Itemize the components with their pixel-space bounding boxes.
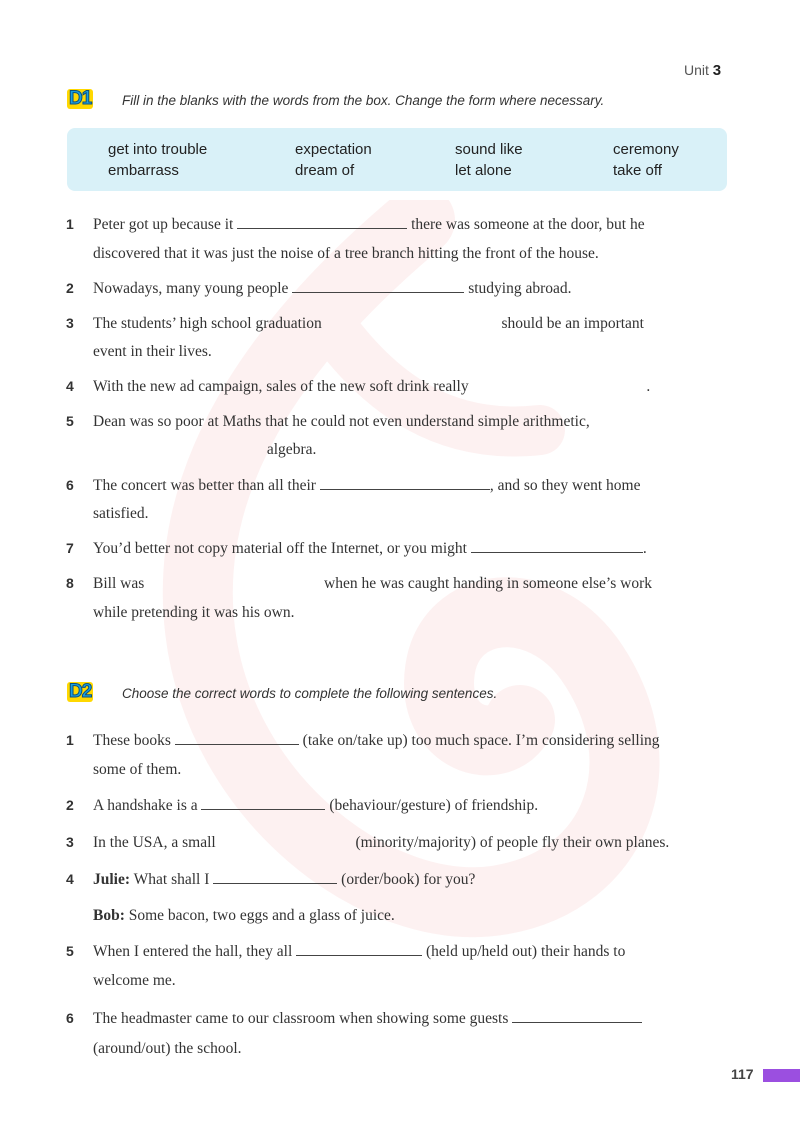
question-line: [93, 834, 669, 852]
question-number: 3: [66, 315, 74, 331]
question-number: 3: [66, 834, 74, 850]
question-text: The headmaster came to our classroom when showing some guests: [93, 1010, 509, 1027]
d2-badge: D2: [69, 681, 92, 702]
question-number: 4: [66, 378, 74, 394]
question-text: (order/book) for you?: [341, 871, 476, 888]
question-text: should be an important: [501, 315, 644, 332]
question-number: 2: [66, 797, 74, 813]
question-number: 8: [66, 575, 74, 591]
answer-blank[interactable]: [292, 291, 464, 293]
answer-blank[interactable]: [201, 808, 325, 810]
question-text: , and so they went home: [489, 477, 641, 494]
section-d2-header: [67, 682, 93, 702]
question-number: 7: [66, 540, 74, 556]
word-box-item: take off: [613, 162, 662, 179]
question-line: [93, 315, 644, 333]
question-line: [93, 575, 652, 593]
question-line-cont: welcome me.: [93, 972, 176, 989]
d1-badge: D1: [69, 88, 92, 109]
word-box-item: get into trouble: [108, 141, 208, 158]
question-line: [93, 871, 475, 889]
question-text: These books: [93, 732, 171, 749]
question-line: [93, 280, 572, 298]
question-text: (behaviour/gesture) of friendship.: [329, 797, 539, 814]
question-text: With the new ad campaign, sales of the new soft drink really: [93, 378, 469, 395]
question-line: [93, 477, 640, 495]
question-line-cont: while pretending it was his own.: [93, 604, 295, 621]
word-box-item: let alone: [455, 162, 512, 179]
question-line-cont: [93, 441, 316, 459]
answer-blank[interactable]: [237, 227, 407, 229]
question-text: In the USA, a small: [93, 834, 216, 851]
question-text: (take on/take up) too much space. I’m considering selling: [302, 732, 660, 749]
question-text: .: [642, 540, 647, 557]
question-text: (held up/held out) their hands to: [426, 943, 626, 960]
question-text: A handshake is a: [93, 797, 198, 814]
d2-instruction: Choose the correct words to complete the following sentences.: [122, 686, 498, 701]
question-number: 4: [66, 871, 74, 887]
question-number: 1: [66, 732, 74, 748]
question-text: When I entered the hall, they all: [93, 943, 293, 960]
question-text: Dean was so poor at Maths that he could not even understand simple arithmetic,: [93, 413, 590, 430]
speaker-name: Bob:: [93, 907, 125, 924]
question-text: The students’ high school graduation: [93, 315, 322, 332]
answer-blank[interactable]: [320, 488, 490, 490]
question-text: What shall I: [133, 871, 210, 888]
word-box-item: sound like: [455, 141, 523, 158]
word-box: [67, 128, 727, 191]
question-line: [93, 413, 590, 431]
question-line: [93, 943, 625, 961]
question-number: 5: [66, 413, 74, 429]
word-box-item: ceremony: [613, 141, 679, 158]
question-number: 6: [66, 1010, 74, 1026]
answer-blank[interactable]: [213, 882, 337, 884]
answer-blank[interactable]: [471, 551, 643, 553]
question-line-cont: some of them.: [93, 761, 182, 778]
question-text: (minority/majority) of people fly their own planes.: [355, 834, 670, 851]
question-line: [93, 378, 650, 396]
word-box-item: embarrass: [108, 162, 179, 179]
question-number: 1: [66, 216, 74, 232]
answer-blank[interactable]: [512, 1021, 642, 1023]
question-text: there was someone at the door, but he: [411, 216, 645, 233]
page-number: 117: [731, 1066, 754, 1082]
unit-label: Unit 3: [684, 62, 722, 79]
speaker-name: Julie:: [93, 871, 131, 888]
question-number: 5: [66, 943, 74, 959]
question-text: algebra.: [266, 441, 317, 458]
question-number: 6: [66, 477, 74, 493]
question-text: The concert was better than all their: [93, 477, 316, 494]
page-accent-bar: [763, 1069, 800, 1082]
section-d1-header: [67, 89, 93, 109]
question-line-cont: event in their lives.: [93, 343, 212, 360]
question-text: Nowadays, many young people: [93, 280, 289, 297]
question-line: [93, 216, 645, 234]
question-line-cont: satisfied.: [93, 505, 149, 522]
question-text: Some bacon, two eggs and a glass of juice.: [128, 907, 395, 924]
question-text: studying abroad.: [468, 280, 572, 297]
question-text: when he was caught handing in someone else’s work: [324, 575, 653, 592]
answer-blank[interactable]: [175, 743, 299, 745]
answer-blank[interactable]: [296, 954, 422, 956]
word-box-item: expectation: [295, 141, 372, 158]
question-line: [93, 540, 647, 558]
word-box-item: dream of: [295, 162, 355, 179]
question-line-cont: (around/out) the school.: [93, 1040, 242, 1057]
question-line-cont: discovered that it was just the noise of a tree branch hitting the front of the house.: [93, 245, 599, 262]
question-line: [93, 797, 538, 815]
question-line: [93, 732, 660, 750]
question-text: Bill was: [93, 575, 145, 592]
question-text: Peter got up because it: [93, 216, 234, 233]
d1-instruction: Fill in the blanks with the words from the box. Change the form where necessary.: [122, 93, 605, 108]
question-line-cont: [93, 907, 395, 925]
question-line: [93, 1010, 642, 1028]
question-text: .: [646, 378, 651, 395]
question-number: 2: [66, 280, 74, 296]
question-text: You’d better not copy material off the Internet, or you might: [93, 540, 467, 557]
